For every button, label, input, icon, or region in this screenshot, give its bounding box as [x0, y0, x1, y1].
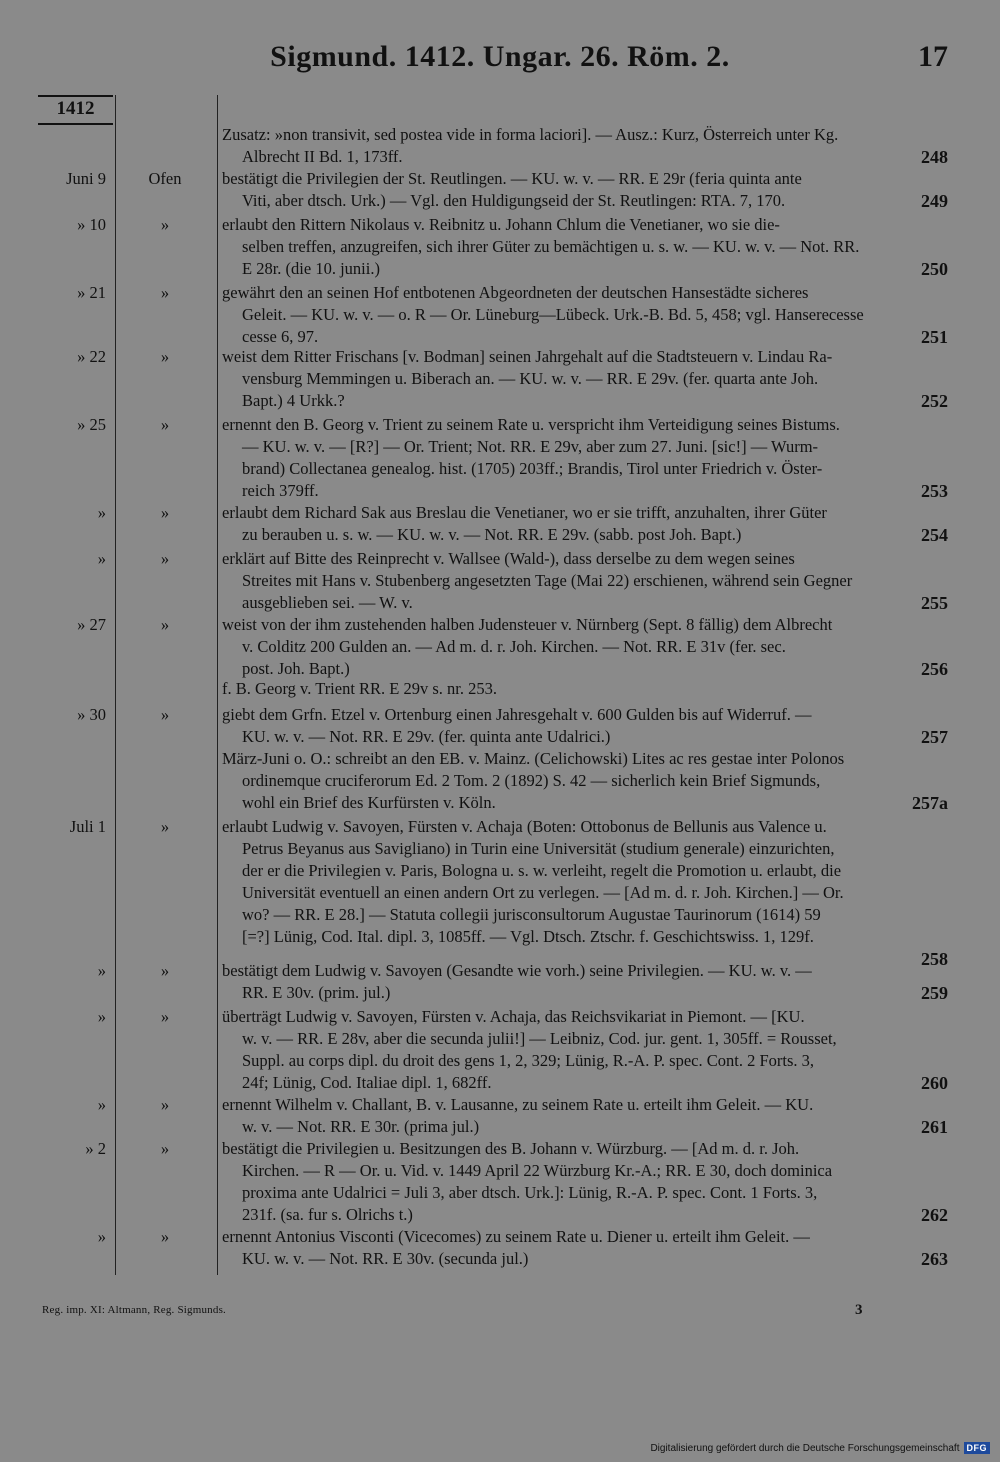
entry-line: [222, 982, 948, 1004]
entry-line-text: Kirchen. — R — Or. u. Vid. v. 1449 April 22 Würzburg Kr.-A.; RR. E 30, doch dominica: [242, 1161, 833, 1180]
entry-place: »: [160, 1095, 170, 1114]
entry-text: [222, 1006, 948, 1094]
entry-text: [222, 414, 948, 502]
entry-place: »: [160, 549, 170, 568]
entry-text: [222, 124, 948, 168]
entry-line: [222, 190, 948, 212]
entry-text: [222, 214, 948, 280]
dfg-credit: [650, 1442, 990, 1454]
entry-number: 257a: [912, 793, 948, 813]
entry-line-text: v. Colditz 200 Gulden an. — Ad m. d. r. Joh. Kirchen. — Not. RR. E 31v (fer. sec.: [242, 637, 786, 656]
entry-line-text: 231f. (sa. fur s. Olrichs t.): [242, 1205, 413, 1224]
entry-line-text: w. v. — Not. RR. E 30r. (prima jul.): [242, 1117, 480, 1136]
entry-line: [222, 770, 948, 792]
entry-date: »: [97, 549, 106, 568]
entry-line-text: E 28r. (die 10. junii.): [242, 259, 380, 278]
entry-line: [222, 592, 948, 614]
entry-place: »: [160, 503, 170, 522]
entry-line: [222, 960, 948, 982]
entry-line-text: weist dem Ritter Frischans [v. Bodman] seinen Jahrgehalt auf die Stadtsteuern v. Lindau Ra-: [222, 347, 833, 366]
entry-date: Juli 1: [69, 817, 106, 836]
entry-line: [222, 1094, 948, 1116]
entry-line-text: giebt dem Grfn. Etzel v. Ortenburg einen Jahresgehalt v. 600 Gulden bis auf Widerruf. —: [222, 705, 812, 724]
entry-date: »: [97, 503, 106, 522]
entry-line-text: bestätigt dem Ludwig v. Savoyen (Gesandte wie vorh.) seine Privilegien. — KU. w. v. —: [222, 961, 812, 980]
entry-text: [222, 704, 948, 748]
entry-line: [222, 124, 948, 146]
year-label: 1412: [38, 95, 113, 125]
entry-text: [222, 548, 948, 614]
entry-date: » 10: [77, 215, 106, 234]
entry-date: » 25: [77, 415, 106, 434]
entry-text: [222, 960, 948, 1004]
entry-place: »: [160, 817, 170, 836]
entry-line: [222, 726, 948, 748]
entry-line: [222, 1072, 948, 1094]
entry-text: [222, 1094, 948, 1138]
entry-number: 257: [921, 727, 948, 747]
entry-line: [222, 304, 948, 326]
entry-place: »: [160, 1139, 170, 1158]
entry-line-text: cesse 6, 97.: [242, 327, 319, 346]
entry-line-text: f. B. Georg v. Trient RR. E 29v s. nr. 253.: [222, 679, 498, 698]
entry-date: » 27: [77, 615, 106, 634]
entry-number: 263: [921, 1249, 948, 1269]
entry-place: »: [160, 1007, 170, 1026]
entry-line-text: erklärt auf Bitte des Reinprecht v. Wallsee (Wald-), dass derselbe zu dem wegen seines: [222, 549, 795, 568]
entry-number: 250: [921, 259, 948, 279]
entry-number: 253: [921, 481, 948, 501]
entry-date: »: [97, 1095, 106, 1114]
dfg-logo-icon: DFG: [964, 1442, 991, 1454]
entry-place: »: [160, 283, 170, 302]
entry-text: [222, 502, 948, 546]
entry-line: [222, 1028, 948, 1050]
entry-number: 255: [921, 593, 948, 613]
entry-line-text: Bapt.) 4 Urkk.?: [242, 391, 345, 410]
entry-line: [222, 146, 948, 168]
entry-place: »: [160, 961, 170, 980]
entry-line-text: KU. w. v. — Not. RR. E 29v. (fer. quinta ante Udalrici.): [242, 727, 611, 746]
entry-date: » 21: [77, 283, 106, 302]
entry-line-text: der er die Privilegien v. Paris, Bologna u. s. w. verleiht, regelt die Promotion u. erlaubt, die: [242, 861, 842, 880]
entry-line: [222, 658, 948, 680]
entry-line: [222, 816, 948, 838]
entry-line: [222, 926, 948, 948]
entry-date: »: [97, 1007, 106, 1026]
entry-line: [222, 792, 948, 814]
entry-line: [222, 390, 948, 412]
entry-line: [222, 1182, 948, 1204]
entry-place: »: [160, 347, 170, 366]
entry-line: [222, 748, 948, 770]
entry-text: [222, 346, 948, 412]
entry-text: [222, 1138, 948, 1226]
entry-line: [222, 1248, 948, 1270]
entry-line: [222, 524, 948, 546]
entry-date: » 2: [85, 1139, 106, 1158]
entry-line-text: März-Juni o. O.: schreibt an den EB. v. Mainz. (Celichowski) Lites ac res gestae inter Polonos: [222, 749, 845, 768]
entry-line-text: erlaubt Ludwig v. Savoyen, Fürsten v. Achaja (Boten: Ottobonus de Bellunis aus Valence u.: [222, 817, 827, 836]
entry-number: 262: [921, 1205, 948, 1225]
entry-line-text: — KU. w. v. — [R?] — Or. Trient; Not. RR. E 29v, aber zum 27. Juni. [sic!] — Wurm-: [242, 437, 819, 456]
entry-number: 254: [921, 525, 948, 545]
entry-line-text: wo? — RR. E 28.] — Statuta collegii jurisconsultorum Augustae Taurinorum (1614) 59: [242, 905, 821, 924]
entry-line: [222, 570, 948, 592]
entry-date: » 22: [77, 347, 106, 366]
entry-line-text: bestätigt die Privilegien u. Besitzungen des B. Johann v. Würzburg. — [Ad m. d. r. Joh.: [222, 1139, 800, 1158]
entry-number: 261: [921, 1117, 948, 1137]
footer-signature: 3: [855, 1302, 863, 1318]
entry-line: [222, 704, 948, 726]
entry-line-text: Petrus Beyanus aus Savigliano) in Turin eine Universität (studium generale) einzurichten,: [242, 839, 835, 858]
entry-line-text: gewährt den an seinen Hof entbotenen Abgeordneten der deutschen Hansestädte sicheres: [222, 283, 809, 302]
entry-line: [222, 346, 948, 368]
entry-line: [222, 548, 948, 570]
entry-line-text: brand) Collectanea genealog. hist. (1705) 203ff.; Brandis, Tirol unter Friedrich v. Öster-: [242, 459, 823, 478]
entry-line: [222, 502, 948, 524]
entry-line: [222, 614, 948, 636]
entry-date: » 30: [77, 705, 106, 724]
entry-line: [222, 882, 948, 904]
entry-line-text: Geleit. — KU. w. v. — o. R — Or. Lüneburg—Lübeck. Urk.-B. Bd. 5, 458; vgl. Hanserecesse: [242, 305, 864, 324]
entry-line: [222, 904, 948, 926]
entry-line-text: ausgeblieben sei. — W. v.: [242, 593, 413, 612]
entry-line-text: reich 379ff.: [242, 481, 319, 500]
entry-line-text: Universität eventuell an einen andern Ort zu verlegen. — [Ad m. d. r. Joh. Kirchen.] — Or.: [242, 883, 844, 902]
entry-line-text: Viti, aber dtsch. Urk.) — Vgl. den Huldigungseid der St. Reutlingen: RTA. 7, 170.: [242, 191, 786, 210]
entry-line-text: Streites mit Hans v. Stubenberg angesetzten Tage (Mai 22) erschienen, während sein Gegner: [242, 571, 853, 590]
entry-line-text: proxima ante Udalrici = Juli 3, aber dtsch. Urk.]: Lünig, R.-A. P. spec. Cont. 1 Forts. 3,: [242, 1183, 818, 1202]
page-header-title: Sigmund. 1412. Ungar. 26. Röm. 2.: [270, 40, 730, 73]
entry-line-text: 24f; Lünig, Cod. Italiae dipl. 1, 682ff.: [242, 1073, 492, 1092]
entry-line-text: bestätigt die Privilegien der St. Reutlingen. — KU. w. v. — RR. E 29r (feria quinta ante: [222, 169, 802, 188]
entry-text: [222, 678, 948, 700]
entry-line-text: ernennt Antonius Visconti (Vicecomes) zu seinem Rate u. Diener u. erteilt ihm Geleit. —: [222, 1227, 810, 1246]
entry-line: [222, 480, 948, 502]
entry-line-text: Albrecht II Bd. 1, 173ff.: [242, 147, 403, 166]
entry-line: [222, 368, 948, 390]
entry-place: »: [160, 615, 170, 634]
entry-line-text: überträgt Ludwig v. Savoyen, Fürsten v. Achaja, das Reichsvikariat in Piemont. — [KU.: [222, 1007, 805, 1026]
footer-reference: Reg. imp. XI: Altmann, Reg. Sigmunds.: [42, 1304, 227, 1316]
entry-text: [222, 282, 948, 348]
entry-line-text: zu berauben u. s. w. — KU. w. v. — Not. RR. E 29v. (sabb. post Joh. Bapt.): [242, 525, 742, 544]
entry-line-text: erlaubt den Rittern Nikolaus v. Reibnitz u. Johann Chlum die Venetianer, wo sie die-: [222, 215, 780, 234]
entry-line-text: [=?] Lünig, Cod. Ital. dipl. 3, 1085ff. — Vgl. Dtsch. Ztschr. f. Geschichtswiss. 1, 129f.: [242, 927, 814, 946]
entry-place: »: [160, 705, 170, 724]
entry-line-text: wohl ein Brief des Kurfürsten v. Köln.: [242, 793, 496, 812]
entry-line-text: ernennt Wilhelm v. Challant, B. v. Lausanne, zu seinem Rate u. erteilt ihm Geleit. — KU.: [222, 1095, 814, 1114]
entry-number: 251: [921, 327, 948, 347]
entry-line: [222, 678, 948, 700]
entry-line: [222, 214, 948, 236]
entry-number: 260: [921, 1073, 948, 1093]
entry-line-text: selben treffen, anzugreifen, sich ihrer Güter zu bemächtigen u. s. w. — KU. w. v. — Not. RR.: [242, 237, 860, 256]
entry-line: [222, 1116, 948, 1138]
entry-line: [222, 326, 948, 348]
entry-line: [222, 414, 948, 436]
entry-line: [222, 236, 948, 258]
entry-line: [222, 458, 948, 480]
entry-line-text: RR. E 30v. (prim. jul.): [242, 983, 391, 1002]
entry-number: 248: [921, 147, 948, 167]
entry-line-text: erlaubt dem Richard Sak aus Breslau die Venetianer, wo er sie trifft, anzuhalten, ihrer Güter: [222, 503, 827, 522]
entry-line-text: vensburg Memmingen u. Biberach an. — KU. w. v. — RR. E 29v. (fer. quarta ante Joh.: [242, 369, 819, 388]
entry-line: [222, 1050, 948, 1072]
entry-line-text: Suppl. au corps dipl. du droit des gens 1, 2, 329; Lünig, R.-A. P. spec. Cont. 2 Forts. 3,: [242, 1051, 814, 1070]
entry-line: [222, 1204, 948, 1226]
entry-text: [222, 748, 948, 814]
page-number: 17: [918, 40, 948, 73]
entry-line: [222, 838, 948, 860]
entry-line-text: weist von der ihm zustehenden halben Judensteuer v. Nürnberg (Sept. 8 fällig) dem Albrecht: [222, 615, 833, 634]
entry-line: [222, 168, 948, 190]
column-divider-place: [217, 95, 218, 1275]
entry-line: [222, 258, 948, 280]
entry-number: 259: [921, 983, 948, 1003]
entry-line: [222, 1138, 948, 1160]
entry-number: 249: [921, 191, 948, 211]
entry-text: [222, 816, 948, 970]
entry-line: [222, 436, 948, 458]
dfg-credit-text: Digitalisierung gefördert durch die Deutsche Forschungsgemeinschaft: [650, 1442, 960, 1454]
entry-number: 256: [921, 659, 948, 679]
entry-line-text: Zusatz: »non transivit, sed postea vide in forma laciori]. — Ausz.: Kurz, Österreich unter Kg.: [222, 125, 839, 144]
entry-line-text: ernennt den B. Georg v. Trient zu seinem Rate u. verspricht ihm Verteidigung seines Bistums.: [222, 415, 840, 434]
entry-place: »: [160, 415, 170, 434]
entry-line: [222, 1226, 948, 1248]
entry-line-text: w. v. — RR. E 28v, aber die secunda julii!] — Leibniz, Cod. jur. gent. 1, 305ff. = Rousset,: [242, 1029, 837, 1048]
entry-line-text: ordinemque cruciferorum Ed. 2 Tom. 2 (1892) S. 42 — sicherlich kein Brief Sigmunds,: [242, 771, 821, 790]
entry-line: [222, 1006, 948, 1028]
entry-line-text: KU. w. v. — Not. RR. E 30v. (secunda jul.): [242, 1249, 529, 1268]
entry-number: 258: [921, 949, 948, 969]
entry-text: [222, 614, 948, 680]
entry-line: [222, 1160, 948, 1182]
entry-text: [222, 1226, 948, 1270]
entry-date: »: [97, 961, 106, 980]
entry-line: [222, 860, 948, 882]
entry-line: [222, 282, 948, 304]
entry-line-text: post. Joh. Bapt.): [242, 659, 350, 678]
entry-date: »: [97, 1227, 106, 1246]
entry-text: [222, 168, 948, 212]
entry-date: Juni 9: [66, 169, 106, 188]
entry-number: 252: [921, 391, 948, 411]
entry-place: Ofen: [148, 169, 182, 188]
entry-place: »: [160, 1227, 170, 1246]
entry-place: »: [160, 215, 170, 234]
entry-line: [222, 636, 948, 658]
